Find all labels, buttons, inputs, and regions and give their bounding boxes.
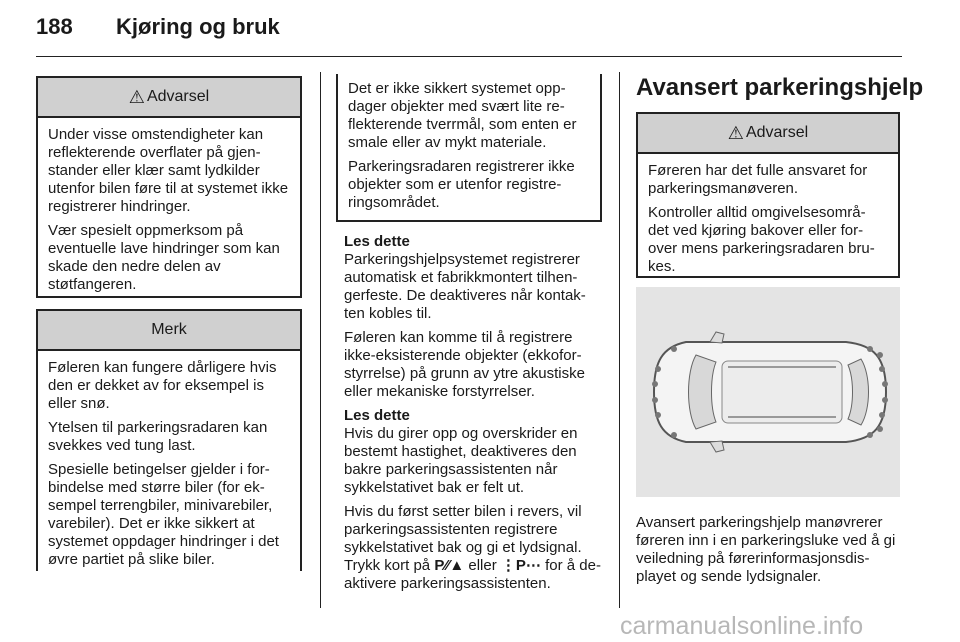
page-header bbox=[36, 14, 280, 40]
column-2-text bbox=[344, 233, 606, 599]
note-paragraph: Føleren kan fungere dårligere hvis den er dekket av for eksempel is eller snø. bbox=[48, 359, 277, 412]
column-divider-1 bbox=[320, 72, 321, 608]
figure-caption: Avansert parkeringshjelp manøvrerer føreren inn i en parkeringsluke ved å gi veiledning på førerinformasjonsdis- playet og sende lydsignaler. bbox=[636, 514, 896, 585]
note-paragraph: Parkeringsradaren registrerer ikke objekter som er utenfor registre- ringsområdet. bbox=[348, 158, 575, 211]
warning-box bbox=[36, 76, 302, 298]
body-paragraph: Parkeringshjelpsystemet registrerer automatisk et fabrikkmontert tilhen- gerfeste. De deaktiveres når kontak- ten kobles til. bbox=[344, 251, 586, 322]
car-top-view-sensors-icon bbox=[636, 287, 900, 497]
body-paragraph: Hvis du først setter bilen i revers, vil parkeringsassistenten registrere sykkelstativet bak og gi et lydsignal. Trykk kort på P⁄⁄▲ eller ⋮P⋯ for å de- aktivere parkeringsassistenten. bbox=[344, 503, 601, 592]
warning-box bbox=[636, 112, 900, 278]
column-divider-2 bbox=[619, 72, 620, 608]
warning-box-heading: Advarsel bbox=[745, 124, 809, 141]
car-figure bbox=[636, 287, 900, 497]
note-box bbox=[36, 309, 302, 571]
header-rule bbox=[36, 56, 902, 57]
warning-box-body bbox=[38, 118, 300, 294]
watermark: carmanualsonline.info bbox=[620, 612, 864, 640]
warning-box-header bbox=[638, 114, 898, 154]
parking-assist-button-icon: P⁄⁄▲ bbox=[434, 557, 465, 574]
note-box-body bbox=[38, 351, 300, 569]
warning-paragraph: Under visse omstendigheter kan reflekterende overflater på gjen- stander eller klær samt lydkilder utenfor bilen føre til at systemet ikke registrerer hindringer. bbox=[48, 126, 289, 215]
read-this-label: Les dette bbox=[344, 407, 410, 424]
note-paragraph: Det er ikke sikkert systemet opp- dager objekter med svært lite re- flekterende tverrmål, som enten er smale eller av mykt materiale. bbox=[348, 80, 577, 151]
warning-box-heading: Advarsel bbox=[146, 88, 210, 105]
warning-paragraph: Vær spesielt oppmerksom på eventuelle lave hindringer som kan skade den nedre delen av støtfangeren. bbox=[48, 222, 280, 293]
note-box-header bbox=[38, 311, 300, 351]
page-number: 188 bbox=[36, 14, 73, 39]
body-paragraph: Føleren kan komme til å registrere ikke-eksisterende objekter (ekkofor- styrrelse) på grunn av ytre akustiske eller mekaniske forstyrrelser. bbox=[344, 329, 585, 400]
read-this-label: Les dette bbox=[344, 233, 410, 250]
note-box-continued bbox=[336, 74, 602, 222]
parking-assist-off-button-icon: ⋮P⋯ bbox=[500, 557, 541, 574]
warning-box-body bbox=[638, 154, 898, 276]
page-title: Kjøring og bruk bbox=[116, 14, 280, 39]
note-box-heading: Merk bbox=[151, 321, 187, 338]
note-paragraph: Ytelsen til parkeringsradaren kan svekkes ved tung last. bbox=[48, 419, 268, 454]
warning-triangle-icon: ⚠ bbox=[727, 122, 744, 143]
warning-paragraph: Kontroller alltid omgivelsesområ- det ved kjøring bakover eller for- over mens parkeringsradaren bru- kes. bbox=[648, 204, 875, 275]
note-paragraph: Spesielle betingelser gjelder i for- bindelse med større biler (for ek- sempel terrengbiler, minivarebiler, varebiler). Det er ikke sikkert at systemet oppdager hindringer i det øvre partiet på slike biler. bbox=[48, 461, 279, 568]
warning-box-header bbox=[38, 78, 300, 118]
section-title: Avansert parkeringshjelp bbox=[636, 74, 924, 101]
body-paragraph: Hvis du girer opp og overskrider en bestemt hastighet, deaktiveres den bakre parkeringsassistenten når sykkelstativet bak er felt ut. bbox=[344, 425, 578, 496]
warning-paragraph: Føreren har det fulle ansvaret for parkeringsmanøveren. bbox=[648, 162, 868, 197]
warning-triangle-icon: ⚠ bbox=[128, 86, 145, 107]
note-box-continued-body bbox=[338, 74, 600, 212]
